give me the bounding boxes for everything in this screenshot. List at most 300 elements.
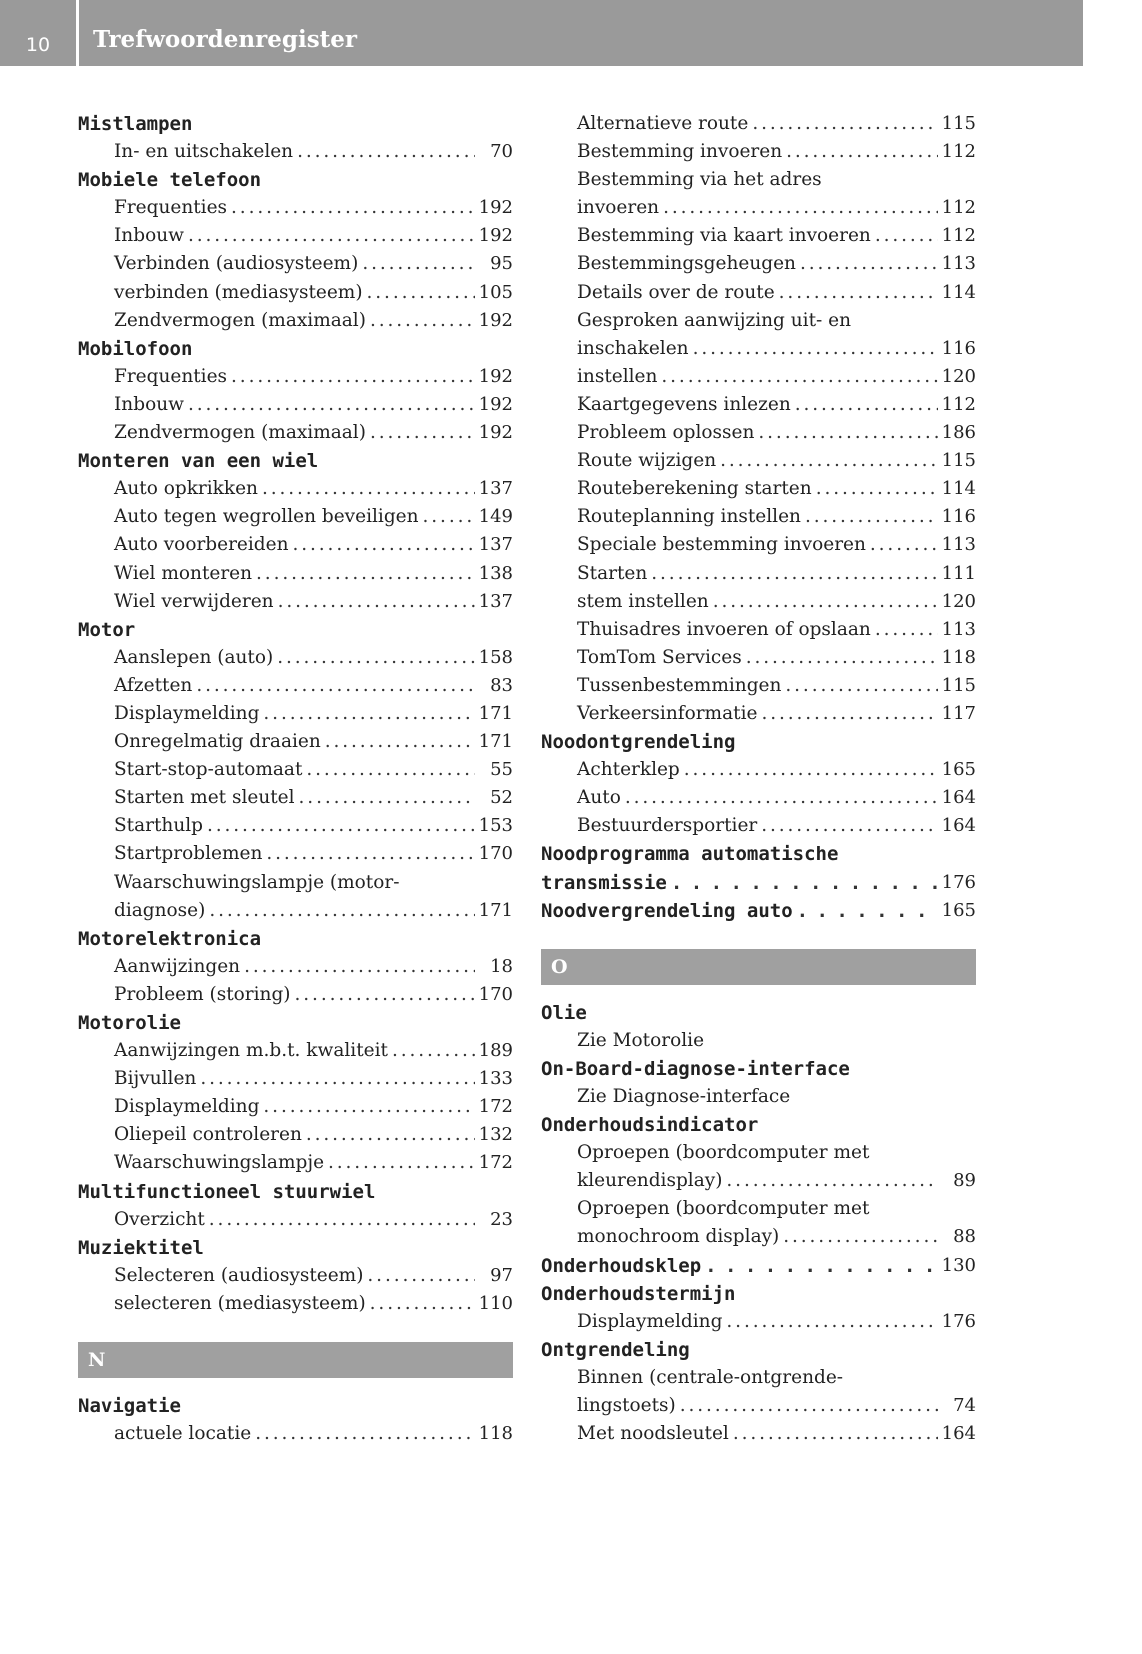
entry-text: Start-stop-automaat — [114, 759, 303, 781]
index-heading — [78, 110, 513, 138]
index-entry — [78, 644, 513, 672]
index-column-left — [78, 110, 513, 1448]
index-entry — [541, 279, 976, 307]
entry-text: Binnen (centrale-ontgrende- — [577, 1366, 844, 1388]
page-reference: 137 — [478, 478, 513, 500]
page-reference: 176 — [941, 871, 976, 893]
entry-text: Probleem (storing) — [114, 983, 291, 1005]
entry-text: Waarschuwingslampje (motor- — [114, 871, 400, 893]
entry-text: Wiel verwijderen — [114, 590, 274, 612]
page-reference: 130 — [941, 1254, 976, 1276]
entry-text: Bestemming via het adres — [577, 169, 822, 191]
page-reference: 112 — [941, 141, 976, 163]
entry-text: Muziektitel — [78, 1236, 204, 1259]
index-entry — [78, 812, 513, 840]
dot-leader — [684, 756, 938, 784]
index-heading — [541, 1055, 976, 1083]
index-entry — [78, 1065, 513, 1093]
entry-text: Auto tegen wegrollen beveiligen — [114, 506, 419, 528]
dot-leader — [297, 138, 475, 166]
entry-text: Speciale bestemming invoeren — [577, 534, 866, 556]
index-heading — [541, 840, 976, 868]
dot-leader — [693, 335, 938, 363]
dot-leader — [671, 869, 938, 897]
entry-text: Aanslepen (auto) — [114, 646, 274, 668]
entry-text: Mobilofoon — [78, 337, 193, 360]
dot-leader — [625, 784, 938, 812]
dot-leader — [362, 250, 475, 278]
dot-leader — [255, 1420, 474, 1448]
entry-text: Oliepeil controleren — [114, 1124, 302, 1146]
entry-text: Inbouw — [114, 393, 184, 415]
entry-text: Motor — [78, 618, 136, 641]
index-heading — [78, 925, 513, 953]
page-reference: 117 — [941, 702, 976, 724]
section-letter-bar: N — [78, 1342, 513, 1378]
dot-leader — [370, 419, 475, 447]
entry-text: stem instellen — [577, 590, 709, 612]
dot-leader — [795, 391, 938, 419]
index-entry — [541, 1167, 976, 1195]
dot-leader — [785, 672, 937, 700]
index-entry — [541, 250, 976, 278]
index-entry — [541, 1364, 976, 1392]
index-entry — [541, 391, 976, 419]
entry-text: Verkeersinformatie — [577, 702, 758, 724]
entry-text: Starthulp — [114, 815, 204, 837]
page-reference: 171 — [478, 702, 513, 724]
page-reference: 132 — [478, 1124, 513, 1146]
dot-leader — [188, 391, 475, 419]
index-entry — [78, 560, 513, 588]
index-entry — [541, 419, 976, 447]
page-reference: 138 — [478, 562, 513, 584]
page-reference: 164 — [941, 815, 976, 837]
page-reference: 112 — [941, 393, 976, 415]
entry-text: On-Board-diagnose-interface — [541, 1057, 850, 1080]
dot-leader — [293, 531, 475, 559]
page-reference: 115 — [941, 450, 976, 472]
index-heading — [541, 1111, 976, 1139]
page-reference: 89 — [953, 1170, 976, 1192]
entry-text: monochroom display) — [577, 1226, 780, 1248]
index-heading — [541, 1280, 976, 1308]
dot-leader — [207, 812, 475, 840]
dot-leader — [761, 700, 937, 728]
index-entry — [541, 166, 976, 194]
index-entry — [78, 784, 513, 812]
index-heading — [78, 166, 513, 194]
page-reference: 110 — [478, 1292, 513, 1314]
entry-text: Onregelmatig draaien — [114, 731, 321, 753]
page-reference: 113 — [941, 618, 976, 640]
entry-text: Starten — [577, 562, 648, 584]
dot-leader — [262, 475, 475, 503]
page-reference: 97 — [490, 1264, 513, 1286]
entry-text: Bestemming invoeren — [577, 141, 783, 163]
page-reference: 83 — [490, 674, 513, 696]
index-entry — [541, 1027, 976, 1055]
index-entry — [541, 1083, 976, 1111]
index-entry — [78, 391, 513, 419]
page-reference: 171 — [478, 731, 513, 753]
dot-leader — [263, 1093, 474, 1121]
index-entry — [78, 138, 513, 166]
entry-text: Zie Diagnose-interface — [577, 1086, 791, 1107]
page-number: 10 — [25, 34, 51, 56]
page-reference: 55 — [490, 759, 513, 781]
dot-leader — [800, 250, 938, 278]
section-letter-bar: O — [541, 949, 976, 985]
page-reference: 18 — [490, 955, 513, 977]
index-entry — [541, 700, 976, 728]
entry-text: Noodvergrendeling auto — [541, 899, 793, 922]
page-reference: 171 — [478, 899, 513, 921]
page-reference: 172 — [478, 1096, 513, 1118]
entry-text: Afzetten — [114, 674, 193, 696]
index-entry — [78, 419, 513, 447]
page-reference: 74 — [953, 1395, 976, 1417]
entry-text: verbinden (mediasysteem) — [114, 281, 363, 303]
index-entry — [78, 279, 513, 307]
entry-text: Bestemming via kaart invoeren — [577, 225, 871, 247]
entry-text: Auto voorbereiden — [114, 534, 289, 556]
index-column-right — [541, 110, 976, 1448]
index-entry — [78, 588, 513, 616]
dot-leader — [299, 784, 475, 812]
index-entry — [541, 475, 976, 503]
dot-leader — [870, 531, 938, 559]
page-reference: 120 — [941, 365, 976, 387]
index-heading — [541, 1252, 976, 1280]
page-reference: 116 — [941, 506, 976, 528]
entry-text: Details over de route — [577, 281, 775, 303]
dot-leader — [680, 1392, 938, 1420]
entry-text: Bijvullen — [114, 1068, 197, 1090]
dot-leader — [779, 279, 938, 307]
page-reference: 192 — [478, 422, 513, 444]
entry-text: Route wijzigen — [577, 450, 717, 472]
index-entry — [541, 307, 976, 335]
index-entry — [78, 953, 513, 981]
index-entry — [541, 447, 976, 475]
page-reference: 111 — [941, 562, 976, 584]
entry-text: lingstoets) — [577, 1395, 676, 1417]
index-entry — [541, 1308, 976, 1336]
page-reference: 118 — [941, 646, 976, 668]
page-reference: 153 — [478, 815, 513, 837]
entry-text: Auto — [577, 787, 621, 809]
index-heading — [78, 1392, 513, 1420]
index-entry — [78, 897, 513, 925]
page-reference: 172 — [478, 1152, 513, 1174]
index-entry — [541, 644, 976, 672]
page-header — [0, 0, 1083, 66]
entry-text: Frequenties — [114, 365, 228, 387]
index-entry — [78, 307, 513, 335]
page-reference: 114 — [941, 281, 976, 303]
dot-leader — [306, 1121, 475, 1149]
index-entry — [78, 503, 513, 531]
page-reference: 113 — [941, 534, 976, 556]
entry-text: Gesproken aanwijzing uit- en — [577, 309, 852, 331]
dot-leader — [325, 728, 475, 756]
index-entry — [78, 475, 513, 503]
dot-leader — [726, 1308, 937, 1336]
dot-leader — [209, 1206, 475, 1234]
index-entry — [541, 672, 976, 700]
page-reference: 164 — [941, 787, 976, 809]
page-reference: 133 — [478, 1068, 513, 1090]
index-entry — [541, 1139, 976, 1167]
index-entry — [541, 194, 976, 222]
page-reference: 120 — [941, 590, 976, 612]
dot-leader — [752, 110, 937, 138]
index-entry — [78, 250, 513, 278]
page-reference: 189 — [478, 1040, 513, 1062]
header-divider — [76, 0, 79, 66]
index-entry — [541, 560, 976, 588]
entry-text: Auto opkrikken — [114, 478, 258, 500]
entry-text: Onderhoudstermijn — [541, 1282, 736, 1305]
entry-text: Mistlampen — [78, 113, 193, 135]
dot-leader — [651, 560, 937, 588]
entry-text: Zendvermogen (maximaal) — [114, 309, 366, 331]
entry-text: diagnose) — [114, 899, 206, 921]
page-reference: 52 — [490, 787, 513, 809]
page-reference: 118 — [478, 1423, 513, 1445]
index-entry — [541, 503, 976, 531]
index-entry — [541, 363, 976, 391]
index-entry — [541, 1392, 976, 1420]
index-entry — [541, 1420, 976, 1448]
entry-text: TomTom Services — [577, 646, 742, 668]
dot-leader — [805, 503, 938, 531]
index-heading — [78, 1234, 513, 1262]
dot-leader — [761, 812, 937, 840]
page-reference: 192 — [478, 309, 513, 331]
index-entry — [78, 981, 513, 1009]
page-title: Trefwoordenregister — [93, 26, 358, 53]
index-entry — [78, 194, 513, 222]
entry-text: Oproepen (boordcomputer met — [577, 1198, 870, 1220]
index-entry — [78, 1206, 513, 1234]
index-entry — [541, 784, 976, 812]
entry-text: Overzicht — [114, 1208, 205, 1230]
entry-text: Wiel monteren — [114, 562, 253, 584]
dot-leader — [758, 419, 937, 447]
entry-text: Olie — [541, 1001, 587, 1024]
entry-text: actuele locatie — [114, 1423, 252, 1445]
entry-text: Monteren van een wiel — [78, 450, 319, 473]
dot-leader — [256, 560, 475, 588]
index-heading — [78, 1009, 513, 1037]
entry-text: Frequenties — [114, 197, 228, 219]
entry-text: Oproepen (boordcomputer met — [577, 1142, 870, 1164]
index-heading — [541, 1336, 976, 1364]
dot-leader — [263, 700, 474, 728]
entry-text: Met noodsleutel — [577, 1423, 729, 1445]
dot-leader — [306, 756, 475, 784]
page-reference: 176 — [941, 1310, 976, 1332]
entry-text: transmissie — [541, 871, 667, 894]
entry-text: Tussenbestemmingen — [577, 674, 782, 696]
index-entry — [78, 1149, 513, 1177]
dot-leader — [705, 1252, 937, 1280]
dot-leader — [783, 1223, 938, 1251]
index-entry — [78, 869, 513, 897]
page-reference: 113 — [941, 253, 976, 275]
dot-leader — [370, 307, 475, 335]
dot-leader — [746, 644, 938, 672]
page-reference: 165 — [941, 759, 976, 781]
index-entry — [78, 756, 513, 784]
dot-leader — [663, 194, 938, 222]
index-entry — [78, 1121, 513, 1149]
page-reference: 114 — [941, 478, 976, 500]
entry-text: Startproblemen — [114, 843, 263, 865]
entry-text: Motorolie — [78, 1012, 181, 1034]
page-reference: 115 — [941, 113, 976, 134]
dot-leader — [423, 503, 475, 531]
entry-text: Bestemmingsgeheugen — [577, 253, 796, 275]
entry-text: Displaymelding — [114, 1096, 260, 1118]
page-reference: 158 — [478, 646, 513, 668]
entry-text: Aanwijzingen — [114, 955, 241, 977]
dot-leader — [875, 616, 938, 644]
entry-text: Mobiele telefoon — [78, 169, 262, 192]
entry-text: In- en uitschakelen — [114, 141, 294, 163]
entry-text: Waarschuwingslampje — [114, 1152, 325, 1174]
entry-text: Probleem oplossen — [577, 422, 755, 444]
dot-leader — [278, 588, 475, 616]
entry-text: Thuisadres invoeren of opslaan — [577, 618, 871, 640]
index-heading — [541, 728, 976, 756]
dot-leader — [733, 1420, 938, 1448]
index-entry — [78, 728, 513, 756]
dot-leader — [726, 1167, 938, 1195]
dot-leader — [200, 1065, 474, 1093]
page-reference: 115 — [941, 674, 976, 696]
index-heading — [541, 869, 976, 897]
entry-text: inschakelen — [577, 337, 689, 359]
entry-text: Zendvermogen (maximaal) — [114, 422, 366, 444]
dot-leader — [196, 672, 475, 700]
page-reference: 112 — [941, 197, 976, 219]
index-entry — [78, 1420, 513, 1448]
dot-leader — [816, 475, 938, 503]
dot-leader — [797, 897, 938, 925]
index-heading — [78, 447, 513, 475]
index-entry — [78, 1262, 513, 1290]
dot-leader — [209, 897, 474, 925]
entry-text: Verbinden (audiosysteem) — [114, 253, 359, 275]
page-reference: 192 — [478, 393, 513, 415]
page-reference: 164 — [941, 1423, 976, 1445]
index-heading — [78, 616, 513, 644]
index-entry — [541, 222, 976, 250]
page-reference: 170 — [478, 983, 513, 1005]
entry-text: Displaymelding — [577, 1310, 723, 1332]
page-reference: 170 — [478, 843, 513, 865]
dot-leader — [661, 363, 937, 391]
page-reference: 105 — [478, 281, 513, 303]
entry-text: Onderhoudsklep — [541, 1254, 702, 1277]
page-reference: 186 — [941, 422, 976, 444]
page-reference: 88 — [953, 1226, 976, 1248]
page-reference: 192 — [478, 225, 513, 247]
entry-text: Noodontgrendeling — [541, 731, 736, 754]
index-entry — [78, 1037, 513, 1065]
entry-text: Routeplanning instellen — [577, 506, 801, 528]
dot-leader — [188, 222, 475, 250]
dot-leader — [277, 644, 474, 672]
entry-text: kleurendisplay) — [577, 1170, 723, 1192]
index-entry — [78, 1290, 513, 1318]
page-reference: 137 — [478, 534, 513, 556]
dot-leader — [370, 1290, 475, 1318]
entry-text: Zie Motorolie — [577, 1029, 705, 1051]
index-entry — [541, 138, 976, 166]
dot-leader — [392, 1037, 475, 1065]
index-entry — [78, 363, 513, 391]
index-entry — [541, 812, 976, 840]
page-reference: 95 — [490, 253, 513, 275]
dot-leader — [367, 1262, 475, 1290]
entry-text: Routeberekening starten — [577, 478, 812, 500]
index-entry — [541, 616, 976, 644]
dot-leader — [720, 447, 938, 475]
index-heading — [541, 897, 976, 925]
page-reference: 70 — [490, 141, 513, 163]
index-entry — [541, 1195, 976, 1223]
index-entry — [78, 672, 513, 700]
index-entry — [78, 222, 513, 250]
page-reference: 137 — [478, 590, 513, 612]
entry-text: Selecteren (audiosysteem) — [114, 1264, 364, 1286]
dot-leader — [713, 588, 938, 616]
index-entry — [541, 756, 976, 784]
index-heading — [78, 1178, 513, 1206]
page-reference: 116 — [941, 337, 976, 359]
entry-text: Multifunctioneel stuurwiel — [78, 1180, 376, 1203]
entry-text: Navigatie — [78, 1395, 181, 1418]
entry-text: Inbouw — [114, 225, 184, 247]
dot-leader — [295, 981, 475, 1009]
index-heading — [78, 335, 513, 363]
index-entry — [541, 335, 976, 363]
dot-leader — [231, 194, 475, 222]
entry-text: Ontgrendeling — [541, 1338, 690, 1361]
page-reference: 165 — [941, 899, 976, 921]
entry-text: selecteren (mediasysteem) — [114, 1292, 366, 1314]
index-entry — [541, 588, 976, 616]
page-reference: 149 — [478, 506, 513, 528]
page-reference: 192 — [478, 365, 513, 387]
index-entry — [541, 1223, 976, 1251]
index-entry — [78, 531, 513, 559]
entry-text: instellen — [577, 365, 658, 387]
dot-leader — [231, 363, 475, 391]
entry-text: Starten met sleutel — [114, 787, 295, 809]
entry-text: Noodprogramma automatische — [541, 843, 839, 866]
dot-leader — [367, 279, 475, 307]
entry-text: Bestuurdersportier — [577, 815, 758, 837]
entry-text: invoeren — [577, 197, 660, 219]
entry-text: Onderhoudsindicator — [541, 1114, 759, 1137]
dot-leader — [244, 953, 475, 981]
index-entry — [541, 531, 976, 559]
